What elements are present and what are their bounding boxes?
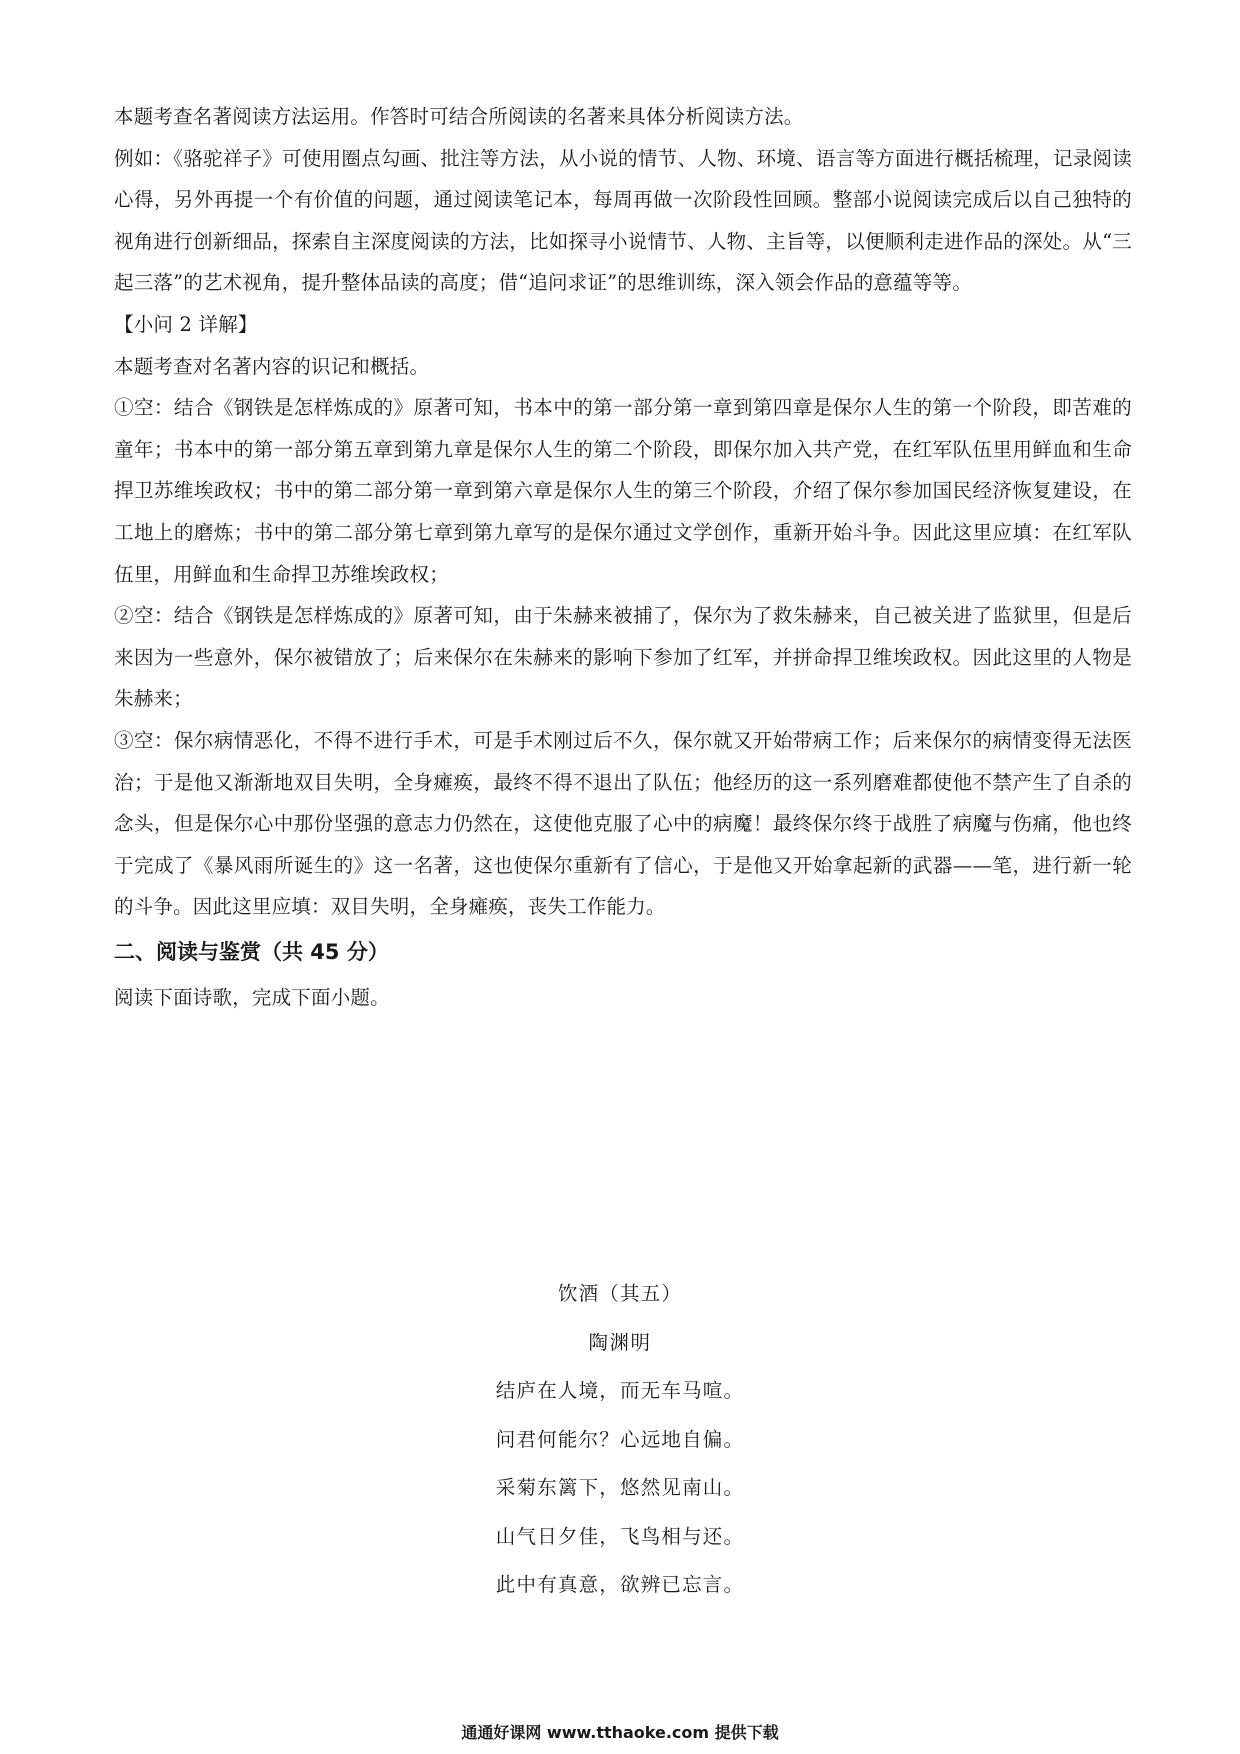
poem-line: 采菊东篱下，悠然见南山。 — [495, 1476, 745, 1499]
page-footer: 通通好课网 www.tthaoke.com 提供下载 — [461, 1723, 779, 1742]
poem-author: 陶渊明 — [588, 1330, 652, 1354]
paragraph-blank-1: ①空：结合《钢铁是怎样炼成的》原著可知，书本中的第一部分第一章到第四章是保尔人生的第一个阶段，即苦难的童年；书本中的第一部分第五章到第九章是保尔人生的第二个阶段，即保尔加入共产党，在红军队伍里用鲜血和生命捍卫苏维埃政权；书中的第二部分第一章到第六章是保尔人生的第三个阶段，介绍了保尔参加国民经济恢复建设，在工地上的磨炼；书中的第二部分第七章到第九章写的是保尔通过文学创作，重新开始斗争。因此这里应填：在红军队伍里，用鲜血和生命捍卫苏维埃政权； — [114, 396, 1132, 586]
section-title: 二、阅读与鉴赏（共 45 分） — [114, 939, 389, 964]
poem-line: 此中有真意，欲辨已忘言。 — [495, 1573, 745, 1596]
poem-line: 山气日夕佳，飞鸟相与还。 — [495, 1524, 745, 1548]
paragraph-method-intro: 本题考查名著阅读方法运用。作答时可结合所阅读的名著来具体分析阅读方法。 — [114, 105, 804, 128]
paragraph-example-camel-xiangzi: 例如：《骆驼祥子》可使用圈点勾画、批注等方法，从小说的情节、人物、环境、语言等方面进行概括梳理，记录阅读心得，另外再提一个有价值的问题，通过阅读笔记本，每周再做一次阶段性回顾。整部小说阅读完成后以自己独特的视角进行创新细品，探索自主深度阅读的方法，比如探寻小说情节、人物、主旨等，以便顺利走进作品的深处。从“三起三落”的艺术视角，提升整体品读的高度；借“追问求证”的思维训练，深入领会作品的意蕴等等。 — [114, 146, 1132, 295]
poem-line: 问君何能尔？心远地自偏。 — [495, 1427, 745, 1451]
paragraph-blank-3: ③空：保尔病情恶化，不得不进行手术，可是手术刚过后不久，保尔就又开始带病工作；后来保尔的病情变得无法医治；于是他又渐渐地双目失明，全身瘫痪，最终不得不退出了队伍；他经历的这一系列磨难都使他不禁产生了自杀的念头，但是保尔心中那份坚强的意志力仍然在，这使他克服了心中的病魔！最终保尔终于战胜了病魔与伤痛，他也终于完成了《暴风雨所诞生的》这一名著，这也使保尔重新有了信心，于是他又开始拿起新的武器——笔，进行新一轮的斗争。因此这里应填：双目失明，全身瘫痪，丧失工作能力。 — [114, 728, 1132, 919]
reading-instruction: 阅读下面诗歌，完成下面小题。 — [114, 985, 390, 1009]
paragraph-content-summary-intro: 本题考查对名著内容的识记和概括。 — [114, 354, 430, 378]
poem-title: 饮酒（其五） — [557, 1282, 683, 1305]
poem-block — [0, 1270, 1240, 1610]
paragraph-blank-2: ②空：结合《钢铁是怎样炼成的》原著可知，由于朱赫来被捕了，保尔为了救朱赫来，自己被关进了监狱里，但是后来因为一些意外，保尔被错放了；后来保尔在朱赫来的影响下参加了红军，并拼命捍卫维埃政权。因此这里的人物是朱赫来； — [114, 604, 1132, 711]
poem-line: 结庐在人境，而无车马喧。 — [495, 1379, 745, 1402]
subquestion-2-heading: 【小问 2 详解】 — [114, 312, 258, 336]
answer-explanation — [114, 96, 1132, 1018]
